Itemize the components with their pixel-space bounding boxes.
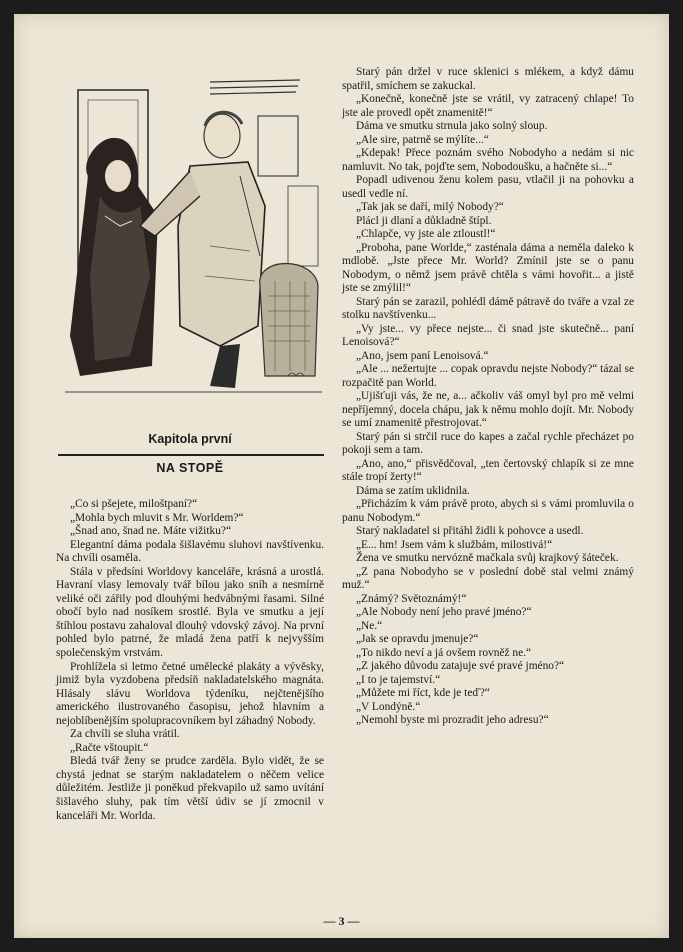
paragraph: „To nikdo neví a já ovšem rovněž ne.“ — [356, 646, 532, 659]
illustration-two-figures — [60, 76, 326, 396]
page-number: — 3 — — [323, 914, 360, 928]
paragraph: Starý pán se zarazil, pohlédl dámě pátravě do tváře a vzal ze stolku navštívenku... — [342, 295, 634, 321]
paragraph: „Můžete mi říct, kde je teď?“ — [356, 687, 490, 699]
paragraph: „Ale ... nežertujte ... copak opravdu nejste Nobody?“ tázal se rozpačitě pan World. — [342, 363, 635, 389]
paragraph: „Přicházím k vám právě proto, abych si s vámi promluvila o panu Nobodym.“ — [342, 498, 634, 524]
book-page — [14, 14, 669, 938]
paragraph: „Šnad ano, šnad ne. Máte vižitku?“ — [70, 525, 231, 538]
paragraph: „V Londýně.“ — [356, 700, 421, 713]
paragraph: „Ne.“ — [356, 619, 383, 632]
paragraph: Za chvíli se sluha vrátil. — [70, 728, 180, 741]
paragraph: Starý pán držel v ruce sklenici s mlékem, a když dámu spatřil, smíchem se zakuckal. — [342, 66, 634, 92]
paragraph: „Chlapče, vy jste ale ztloustl!“ — [356, 228, 496, 240]
paragraph: „Co si pšejete, miloštpaní?“ — [70, 498, 198, 510]
paragraph: Dáma ve smutku strnula jako solný sloup. — [356, 120, 548, 132]
paragraph: „Ujišťuji vás, že ne, a... ačkoliv váš omyl byl pro mě velmi nepříjemný, docela chápu, jak k němu mohlo dojít. Mr. Nobody se umí znamenitě přestrojovat.“ — [342, 390, 634, 429]
right-column-text — [342, 66, 634, 728]
paragraph: „Proboha, pane Worlde,“ zasténala dáma a neměla daleko k mdlobě. „Jste přece Mr. World? Zmínil jste se o panu Nobodym, o němž jsem právě chtěla s vámi hovořit... a jistě jste se zmýlil!“ — [342, 241, 634, 294]
left-column-text — [56, 498, 324, 823]
chapter-rule — [58, 454, 324, 456]
paragraph: Starý pán si strčil ruce do kapes a začal rychle přecházet po pokoji sem a tam. — [342, 430, 634, 456]
paragraph: Popadl udivenou ženu kolem pasu, vtlačil ji na pohovku a usedl vedle ní. — [342, 174, 634, 200]
paragraph: „Ale Nobody není jeho pravé jméno?“ — [356, 606, 532, 618]
paragraph: Plácl ji dlaní a důkladně štípl. — [356, 214, 492, 227]
paragraph: Prohlížela si letmo četné umělecké plakáty a vývěsky, jimiž byla vyzdobena předsíň nakladatelského magnáta. Hlásaly slávu Worldova týdeníku, nejčtenějšího amerického ilustrovaného časopisu, jehož hlavním a nejoblíbenějším spolupracovníkem byl záhadný Nobody. — [56, 660, 324, 727]
paragraph: „Ano, jsem paní Lenoisová.“ — [356, 349, 489, 362]
paragraph: „Tak jak se daří, milý Nobody?“ — [356, 201, 504, 213]
paragraph: Stála v předsíni Worldovy kanceláře, krásná a urostlá. Havraní vlasy lemovaly tvář bílou jako sníh a nesmírně veliké oči zářily pod dlouhými hedvábnými řasami. Silné obočí bylo nad nosíkem srostlé. Byla ve smutku a její štíhlou postavu zahaloval dlouhý vdovský závoj. Na první pohled bylo patrné, že mladá žena patří k nejvyšším společenským vrstvám. — [56, 565, 324, 660]
paragraph: „Kdepak! Přece poznám svého Nobodyho a nedám si nic namluvit. No tak, pojďte sem, Nobodoušku, a hačněte si...“ — [342, 147, 634, 173]
paragraph: Dáma se zatím uklidnila. — [356, 484, 470, 497]
paragraph: „Mohla bych mluvit s Mr. Worldem?“ — [70, 511, 244, 524]
paragraph: Starý nakladatel si přitáhl židli k pohovce a usedl. — [356, 525, 584, 537]
paragraph: Bledá tvář ženy se prudce zarděla. Bylo vidět, že se chystá jednat se starým nakladatelem o něčem velice důležitém. Jestliže ji poněkud překvapilo už samo uvítání šišlavého sluhy, pak tím větší údiv se jí zmocnil v kanceláři Mr. Worlda. — [56, 755, 324, 822]
paragraph: „Z jakého důvodu zatajuje své pravé jméno?“ — [356, 660, 565, 672]
paragraph: „Račte vštoupit.“ — [70, 741, 149, 754]
paragraph: „Vy jste... vy přece nejste... či snad jste skutečně... paní Lenoisová?“ — [342, 322, 634, 348]
paragraph: „Známý? Světoznámý!“ — [356, 592, 467, 605]
paragraph: „Konečně, konečně jste se vrátil, vy zatracený chlape! To jste ale provedl opět znamenitě!“ — [342, 93, 634, 119]
chapter-title: NA STOPĚ — [156, 461, 224, 475]
paragraph: „E... hm! Jsem vám k službám, milostivá!“ — [356, 538, 553, 551]
paragraph: „Z pana Nobodyho se v poslední době stal velmi známý muž.“ — [342, 565, 634, 591]
paragraph: „Jak se opravdu jmenuje?“ — [356, 633, 479, 645]
paragraph: „I to je tajemství.“ — [356, 673, 441, 686]
paragraph: „Nemohl byste mi prozradit jeho adresu?“ — [356, 714, 549, 726]
paragraph: „Ano, ano,“ přisvědčoval, „ten čertovský chlapík si ze mne stále tropí žerty!“ — [342, 457, 634, 483]
chapter-label: Kapitola první — [148, 432, 232, 446]
paragraph: Elegantní dáma podala šišlavému sluhovi navštívenku. Na chvíli osaměla. — [56, 538, 324, 565]
paragraph: Žena ve smutku nervózně mačkala svůj krajkový šáteček. — [356, 552, 619, 564]
paragraph: „Ale sire, patrně se mýlíte...“ — [356, 133, 489, 146]
